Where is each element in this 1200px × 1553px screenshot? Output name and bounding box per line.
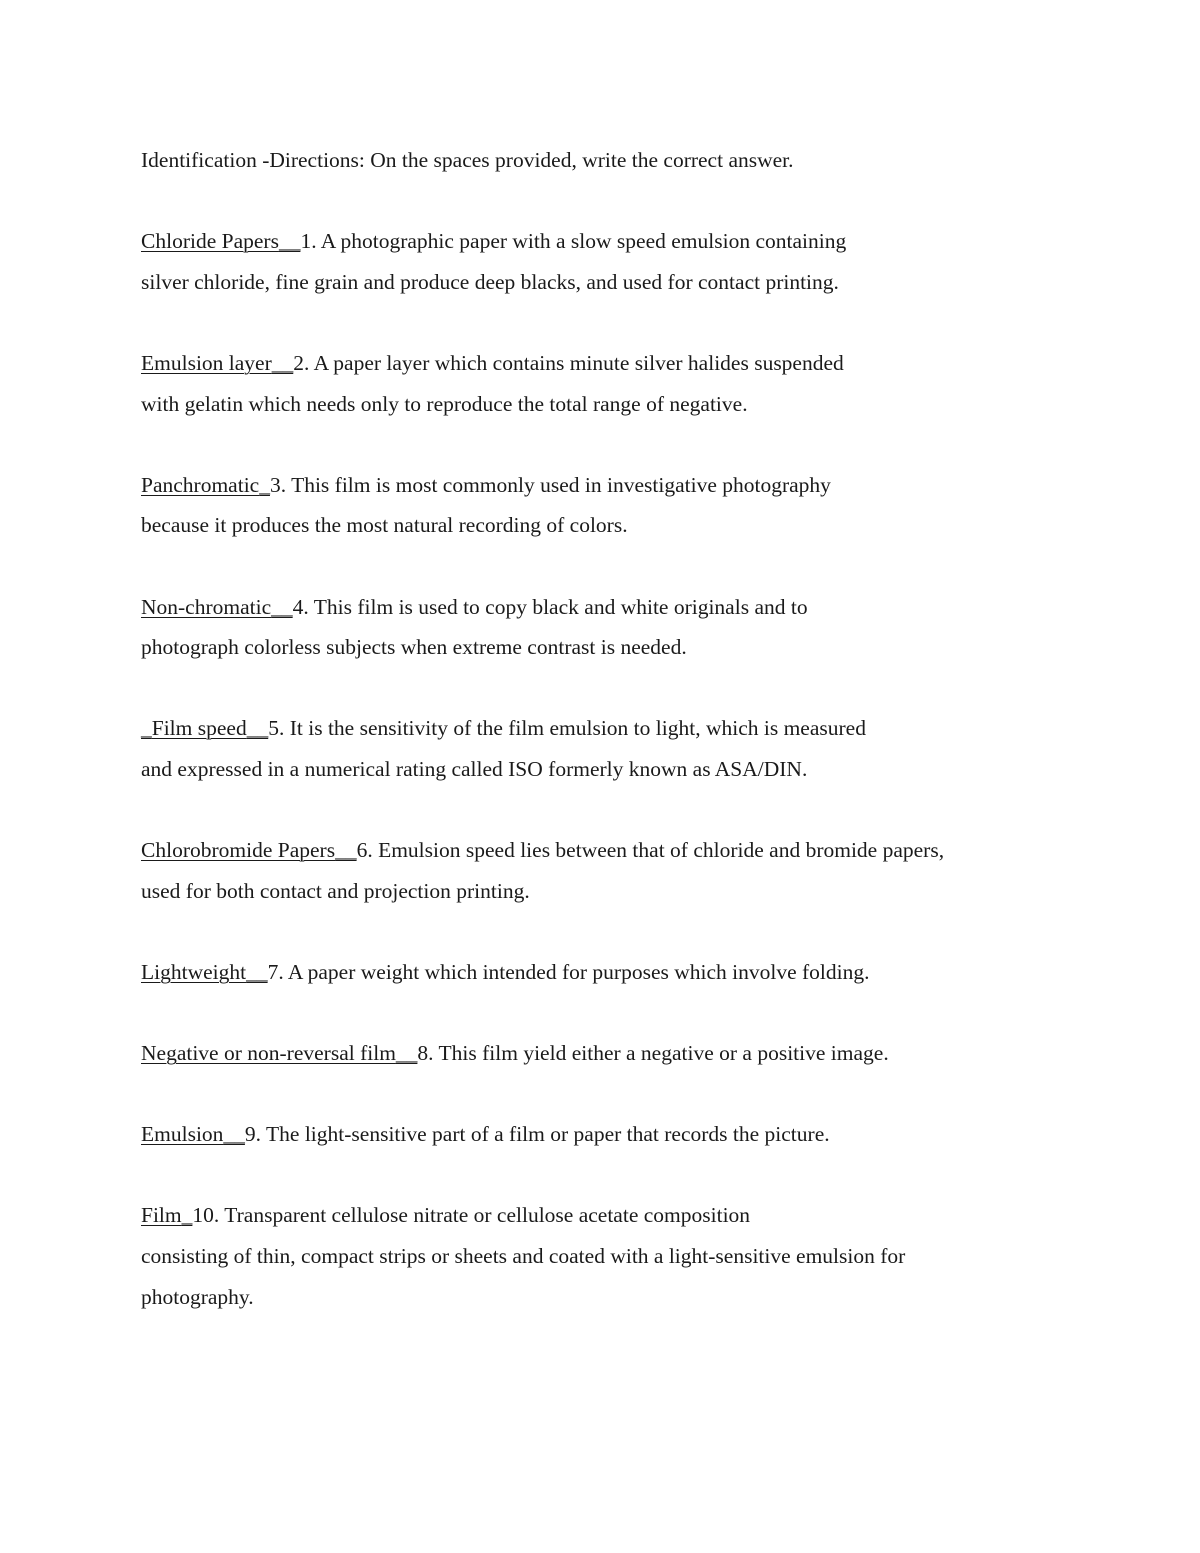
answer-blank: __ bbox=[335, 838, 357, 863]
answer-text: Panchromatic bbox=[141, 472, 260, 497]
answer-blank: __ bbox=[246, 716, 269, 741]
identification-item bbox=[141, 587, 1081, 668]
identification-item bbox=[141, 1114, 1081, 1155]
identification-item bbox=[141, 1033, 1081, 1074]
question-text: 6. Emulsion speed lies between that of chloride and bromide papers, bbox=[356, 838, 945, 863]
answer-blank: __ bbox=[271, 594, 293, 619]
identification-item bbox=[141, 1195, 1081, 1317]
item-first-line bbox=[141, 1114, 1081, 1155]
identification-item bbox=[141, 343, 1081, 424]
answer-blank: _ bbox=[181, 1203, 193, 1228]
question-text: 4. This film is used to copy black and white originals and to bbox=[292, 594, 808, 619]
item-first-line bbox=[141, 1195, 1081, 1236]
identification-items bbox=[141, 221, 1081, 1317]
item-first-line bbox=[141, 587, 1081, 628]
answer-text: Chlorobromide Papers bbox=[141, 838, 336, 863]
question-text: 3. This film is most commonly used in investigative photography bbox=[269, 472, 831, 497]
answer-blank: _ bbox=[259, 472, 270, 497]
identification-item bbox=[141, 221, 1081, 302]
identification-item bbox=[141, 830, 1081, 911]
item-continuation-line: with gelatin which needs only to reproduce the total range of negative. bbox=[141, 391, 748, 416]
item-continuation-line: consisting of thin, compact strips or sheets and coated with a light-sensitive emulsion for bbox=[141, 1244, 906, 1269]
item-first-line bbox=[141, 1033, 1081, 1074]
item-continuation-line: because it produces the most natural recording of colors. bbox=[141, 513, 628, 538]
answer-text: Emulsion layer bbox=[141, 350, 272, 375]
answer-text: Non-chromatic bbox=[141, 594, 272, 619]
answer-blank: __ bbox=[246, 959, 268, 984]
item-first-line bbox=[141, 830, 1081, 871]
answer-blank: __ bbox=[395, 1041, 418, 1066]
item-continuation-line: photography. bbox=[141, 1284, 254, 1309]
identification-item bbox=[141, 708, 1081, 789]
answer-blank: __ bbox=[278, 229, 301, 254]
answer-text: Negative or non-reversal film bbox=[141, 1041, 396, 1066]
question-text: 7. A paper weight which intended for purposes which involve folding. bbox=[267, 959, 870, 984]
identification-item bbox=[141, 465, 1081, 546]
directions-text: Identification -Directions: On the spaces provided, write the correct answer. bbox=[141, 148, 794, 172]
item-first-line bbox=[141, 465, 1081, 506]
answer-text: Lightweight bbox=[141, 959, 247, 984]
answer-blank: __ bbox=[223, 1122, 245, 1147]
document-body bbox=[141, 140, 1081, 1317]
identification-item bbox=[141, 952, 1081, 993]
answer-blank: __ bbox=[271, 350, 294, 375]
question-text: 2. A paper layer which contains minute silver halides suspended bbox=[293, 350, 844, 375]
item-continuation-line: photograph colorless subjects when extreme contrast is needed. bbox=[141, 635, 687, 660]
question-text: 9. The light-sensitive part of a film or paper that records the picture. bbox=[244, 1122, 830, 1147]
answer-text: Film speed bbox=[151, 716, 247, 741]
item-first-line bbox=[141, 952, 1081, 993]
item-first-line bbox=[141, 708, 1081, 749]
item-continuation-line: and expressed in a numerical rating called ISO formerly known as ASA/DIN. bbox=[141, 756, 808, 781]
question-text: 10. Transparent cellulose nitrate or cellulose acetate composition bbox=[192, 1203, 751, 1228]
item-continuation-line: used for both contact and projection printing. bbox=[141, 878, 530, 903]
question-text: 8. This film yield either a negative or a positive image. bbox=[417, 1041, 889, 1066]
item-continuation-line: silver chloride, fine grain and produce deep blacks, and used for contact printing. bbox=[141, 269, 839, 294]
answer-text: Film bbox=[141, 1203, 182, 1228]
question-text: 5. It is the sensitivity of the film emulsion to light, which is measured bbox=[268, 716, 866, 741]
answer-prefix-blank: _ bbox=[141, 716, 152, 741]
answer-text: Chloride Papers bbox=[141, 229, 279, 254]
item-first-line bbox=[141, 221, 1081, 262]
answer-text: Emulsion bbox=[141, 1122, 224, 1147]
question-text: 1. A photographic paper with a slow speed emulsion containing bbox=[300, 229, 847, 254]
item-first-line bbox=[141, 343, 1081, 384]
